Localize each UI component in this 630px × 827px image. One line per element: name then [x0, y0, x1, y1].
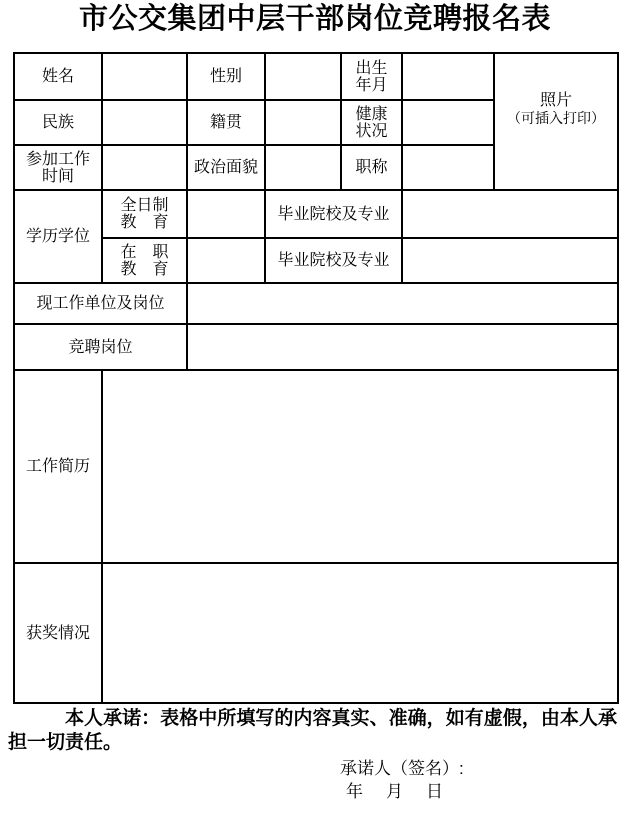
signer-signature-label: 承诺人（签名）: [340, 759, 464, 778]
photo-label: 照片 [539, 91, 572, 109]
professional-title-input-cell[interactable] [402, 145, 494, 190]
date-fill-label: 年 月 日 [346, 782, 446, 801]
work-start-time-input-cell[interactable] [102, 145, 187, 190]
fulltime-education-input-cell[interactable] [187, 190, 265, 238]
form-title: 市公交集团中层干部岗位竞聘报名表 [78, 3, 551, 35]
professional-title-label: 职称 [341, 145, 402, 190]
education-section-label: 学历学位 [14, 190, 102, 283]
photo-hint-label: （可插入打印） [507, 109, 605, 126]
row-education-fulltime [14, 190, 618, 238]
fulltime-school-major-input-cell[interactable] [402, 190, 618, 238]
inservice-school-major-input-cell[interactable] [402, 238, 618, 283]
row-awards [14, 563, 618, 703]
native-place-label: 籍贯 [187, 100, 265, 145]
ethnicity-label: 民族 [14, 100, 102, 145]
row-basic-1 [14, 53, 618, 100]
row-target-position [14, 324, 618, 370]
inservice-education-label-line1: 在 职 [120, 243, 169, 261]
political-status-label: 政治面貌 [187, 145, 265, 190]
row-education-inservice [14, 238, 618, 283]
health-status-label-line1: 健康 [355, 105, 388, 123]
target-position-label: 竞聘岗位 [14, 324, 187, 370]
political-status-input-cell[interactable] [265, 145, 341, 190]
inservice-education-label [102, 238, 187, 283]
row-current-unit [14, 283, 618, 324]
fulltime-school-major-label: 毕业院校及专业 [265, 190, 402, 238]
fulltime-education-label [102, 190, 187, 238]
inservice-education-label-line2: 教 育 [120, 260, 169, 278]
health-status-label [341, 100, 402, 145]
gender-label: 性别 [187, 53, 265, 100]
health-status-label-line2: 状况 [355, 122, 388, 140]
birth-date-label [341, 53, 402, 100]
birth-date-label-line1: 出生 [355, 59, 388, 77]
current-unit-input-cell[interactable] [187, 283, 618, 324]
gender-input-cell[interactable] [265, 53, 341, 100]
photo-placeholder [495, 92, 617, 152]
work-start-time-label [14, 145, 102, 190]
inservice-school-major-label: 毕业院校及专业 [265, 238, 402, 283]
health-status-input-cell[interactable] [402, 100, 494, 145]
application-form-table [13, 52, 619, 704]
work-history-label: 工作简历 [14, 370, 102, 563]
awards-input-cell[interactable] [102, 563, 618, 703]
inservice-education-input-cell[interactable] [187, 238, 265, 283]
awards-label: 获奖情况 [14, 563, 102, 703]
work-start-time-label-line1: 参加工作 [25, 150, 90, 168]
work-start-time-label-line2: 时间 [41, 167, 74, 185]
row-work-history [14, 370, 618, 563]
ethnicity-input-cell[interactable] [102, 100, 187, 145]
work-history-input-cell[interactable] [102, 370, 618, 563]
name-label: 姓名 [14, 53, 102, 100]
native-place-input-cell[interactable] [265, 100, 341, 145]
birth-date-label-line2: 年月 [355, 76, 388, 94]
photo-cell[interactable] [494, 53, 618, 190]
name-input-cell[interactable] [102, 53, 187, 100]
birth-date-input-cell[interactable] [402, 53, 494, 100]
fulltime-education-label-line2: 教 育 [120, 214, 169, 231]
target-position-input-cell[interactable] [187, 324, 618, 370]
commitment-statement: 本人承诺：表格中所填写的内容真实、准确，如有虚假，由本人承担一切责任。 [8, 708, 617, 753]
current-unit-label: 现工作单位及岗位 [14, 283, 187, 324]
fulltime-education-label-line1: 全日制 [120, 197, 169, 214]
